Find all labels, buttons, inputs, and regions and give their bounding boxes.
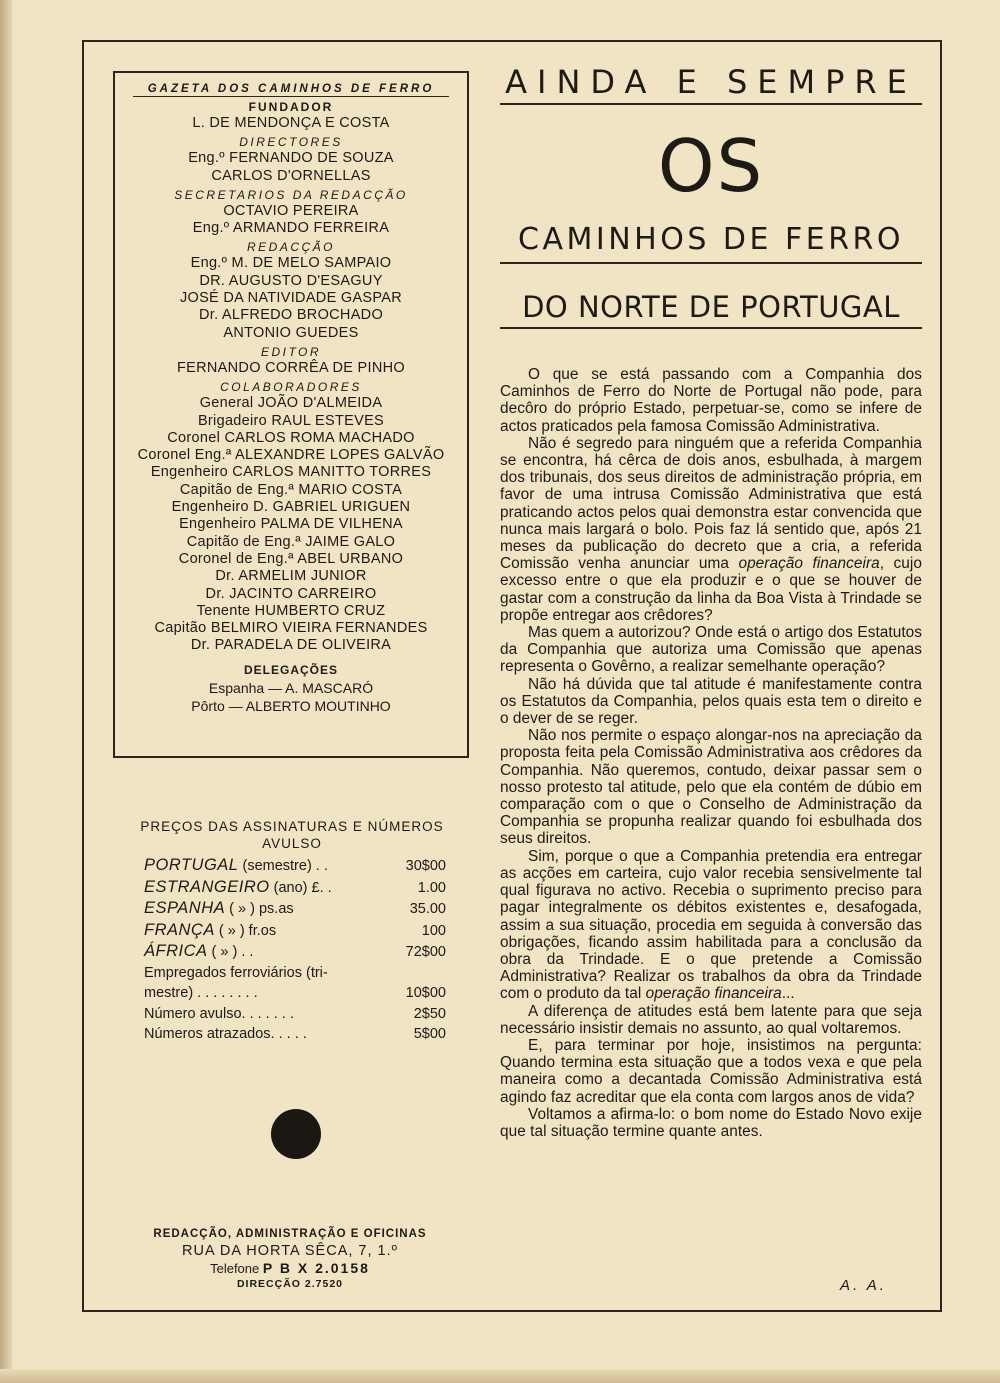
price-period: ( » ) ps.as — [225, 901, 294, 917]
price-label: ESPANHA — [144, 899, 226, 917]
price-value: 100 — [421, 922, 446, 939]
staff-name: Coronel de Eng.ª ABEL URBANO — [178, 550, 404, 567]
staff-name: Engenheiro CARLOS MANITTO TORRES — [150, 464, 432, 481]
phone-line — [120, 1260, 460, 1277]
headline-line-3: CAMINHOS DE FERRO — [518, 222, 904, 257]
headline-line-2: OS — [657, 124, 765, 208]
price-value: 5$00 — [413, 1026, 446, 1042]
price-row — [118, 963, 466, 984]
staff-name: FERNANDO CORRÊA DE PINHO — [177, 359, 405, 376]
price-period: ( » ) fr.os — [214, 922, 277, 939]
phone-number: P B X 2.0158 — [262, 1260, 370, 1276]
divider — [500, 327, 922, 329]
price-value: 10$00 — [405, 985, 446, 1001]
divider — [500, 103, 922, 105]
staff-name: ANTONIO GUEDES — [223, 324, 359, 341]
article-paragraph: O que se está passando com a Companhia dos Caminhos de Ferro do Norte de Portugal não pode, para decôro do próprio Estado, perpetuar-se, como se infere de actos praticados pela famosa Comissão Administrativa. — [500, 366, 922, 435]
price-label-group — [144, 920, 276, 942]
price-label-group — [144, 877, 332, 899]
staff-section-title: DIRECTORES — [239, 135, 343, 150]
article-body — [500, 366, 922, 1140]
article-paragraph: E, para terminar por hoje, insistimos na pergunta: Quando termina esta situação que a todos vexa e que pela maneira como a decantada Comissão Administrativa está agindo faz acreditar que ela conta com largos anos de vida? — [500, 1036, 922, 1106]
staff-name: L. DE MENDONÇA E COSTA — [192, 115, 390, 131]
staff-name: Brigadeiro RAUL ESTEVES — [197, 412, 385, 429]
staff-name: Capitão de Eng.ª JAIME GALO — [186, 533, 396, 550]
delegation-line: Pôrto — ALBERTO MOUTINHO — [191, 697, 391, 714]
price-value: 30$00 — [405, 858, 446, 874]
staff-section-title: FUNDADOR — [248, 100, 334, 114]
price-label-group — [144, 855, 328, 877]
price-row — [118, 898, 466, 920]
staff-name: Dr. PARADELA DE OLIVEIRA — [190, 637, 392, 654]
staff-name: OCTAVIO PEREIRA — [223, 202, 359, 219]
price-period: (ano) £. . — [269, 879, 332, 896]
price-row — [118, 983, 466, 1004]
address-line-4: DIRECÇÃO 2.7520 — [236, 1278, 344, 1290]
staff-name: DR. AUGUSTO D'ESAGUY — [199, 272, 383, 289]
staff-name: Dr. ALFREDO BROCHADO — [198, 307, 384, 324]
divider — [500, 262, 922, 264]
staff-name: Coronel Eng.ª ALEXANDRE LOPES GALVÃO — [137, 447, 445, 464]
price-period: (semestre) . . — [238, 858, 328, 874]
staff-name: Capitão BELMIRO VIEIRA FERNANDES — [154, 620, 428, 637]
address-line-2: RUA DA HORTA SÊCA, 7, 1.º — [182, 1243, 398, 1259]
article-paragraph: Sim, porque o que a Companhia pretendia era entregar as acções em carteira, cujo valor recebia sensivelmente tal qual figurava no activo. Recebia o suprimento preciso para pagar integralmente os débitos existentes e, desafogada, assim a sua situação, procedia em seguida à conversão das obrigações, ficando assim habilitada para a conclusão da obra da Trindade. E o que pretende a Comissão Administrativa? Realizar os trabalhos da obra da Trindade com o produto da tal operação financeira... — [500, 847, 922, 1003]
price-value: 2$50 — [413, 1005, 446, 1022]
price-row — [118, 877, 466, 899]
staff-name: JOSÉ DA NATIVIDADE GASPAR — [179, 290, 403, 307]
gazette-title: GAZETA DOS CAMINHOS DE FERRO — [133, 83, 449, 97]
headline-line-1: AINDA E SEMPRE — [505, 63, 917, 101]
staff-name: Coronel CARLOS ROMA MACHADO — [167, 429, 415, 446]
seal-logo — [271, 1109, 321, 1159]
staff-name: General JOÃO D'ALMEIDA — [199, 395, 383, 412]
staff-name: CARLOS D'ORNELLAS — [211, 167, 371, 184]
price-label: FRANÇA — [144, 920, 215, 939]
staff-section-title: REDACÇÃO — [246, 240, 335, 255]
price-label: ÁFRICA — [144, 942, 208, 960]
price-row — [118, 920, 466, 942]
price-label-group — [144, 898, 294, 920]
price-value: 72$00 — [405, 944, 446, 960]
staff-sections — [115, 99, 467, 655]
address-line-1: REDACÇÃO, ADMINISTRAÇÃO E OFICINAS — [153, 1228, 427, 1240]
headline-line-4: DO NORTE DE PORTUGAL — [522, 290, 900, 324]
subscription-prices — [118, 818, 466, 1045]
article-paragraph: Mas quem a autorizou? Onde está o artigo dos Estatutos da Companhia que autoriza uma Comissão que apenas representa o Govêrno, a realizar semelhante operação? — [500, 624, 922, 676]
prices-title: PREÇOS DAS ASSINATURAS E NÚMEROS AVULSO — [140, 819, 444, 851]
article-paragraph: A diferença de atitudes está bem latente para que seja necessário insistir demais no assunto, ao qual voltaremos. — [500, 1002, 922, 1037]
price-row — [118, 1024, 466, 1045]
phone-label: Telefone — [210, 1261, 260, 1276]
staff-name: Eng.º ARMANDO FERREIRA — [192, 220, 390, 237]
price-value: 35.00 — [409, 901, 446, 917]
price-row — [118, 1004, 466, 1025]
price-label: Números atrazados. . . . . — [144, 1026, 307, 1042]
staff-name: Dr. JACINTO CARREIRO — [205, 585, 377, 602]
staff-name: Dr. ARMELIM JUNIOR — [215, 568, 367, 585]
staff-section-title: COLABORADORES — [220, 380, 362, 395]
article-paragraph: Voltamos a afirma-lo: o bom nome do Estado Novo exije que tal situação termine quante antes. — [500, 1105, 922, 1140]
price-row — [118, 941, 466, 963]
price-label-group — [144, 1024, 307, 1045]
price-label: Empregados ferroviários (tri- — [144, 964, 328, 981]
staff-masthead — [113, 71, 469, 758]
delegations-title: DELEGAÇÕES — [243, 662, 338, 677]
page-edge — [0, 0, 12, 1383]
staff-name: Tenente HUMBERTO CRUZ — [196, 602, 386, 619]
price-label: ESTRANGEIRO — [144, 877, 270, 896]
staff-name: Eng.º FERNANDO DE SOUZA — [188, 150, 394, 167]
price-label-group — [144, 1004, 294, 1025]
article-paragraph: Não há dúvida que tal atitude é manifestamente contra os Estatutos da Companhia, pelos quais esta tem o direito e o dever de se reger. — [500, 675, 922, 728]
price-rows — [118, 855, 466, 1045]
address-block — [120, 1226, 460, 1292]
price-period: ( » ) . . — [207, 944, 254, 960]
price-label: mestre) . . . . . . . . — [144, 985, 258, 1001]
article-signature: A. A. — [840, 1277, 887, 1294]
price-label-group — [144, 963, 328, 984]
staff-name: Eng.º M. DE MELO SAMPAIO — [190, 255, 392, 272]
article-paragraph: Não nos permite o espaço alongar-nos na apreciação da proposta feita pela Comissão Administrativa aos crêdores da Companhia. Não queremos, contudo, deixar passar sem o nosso protesto tal atitude, pelo que ela contém de dúbio em comparação com o que o Conselho de Administração da Companhia se propunha realizar quando foi esbulhada dos seus direitos. — [500, 727, 922, 848]
price-label-group — [144, 983, 258, 1004]
price-label-group — [144, 941, 253, 963]
staff-name: Capitão de Eng.ª MARIO COSTA — [179, 481, 403, 498]
staff-name: Engenheiro PALMA DE VILHENA — [179, 516, 403, 533]
price-label: Número avulso. . . . . . . — [144, 1005, 294, 1022]
article-paragraph: Não é segredo para ninguém que a referida Companhia se encontra, há cêrca de dois anos, esbulhada, à margem dos tribunais, dos seus direitos de administração própria, em favor de uma intrusa Comissão Administrativa que está praticando actos pelos quai demonstra estar convencida que nunca mais largará o bolo. Pois faz lá sentido que, após 21 meses da publicação do decreto que a cria, a referida Comissão venha anunciar uma operação financeira, cujo excesso entre o que ela produzir e o que se houver de gastar com a construção da linha da Boa Vista à Trindade se propõe entregar aos crêdores? — [500, 434, 922, 624]
staff-name: Engenheiro D. GABRIEL URIGUEN — [171, 499, 411, 516]
price-label: PORTUGAL — [144, 856, 239, 874]
delegation-line: Espanha — A. MASCARÓ — [208, 679, 374, 696]
staff-section-title: EDITOR — [260, 344, 322, 359]
price-value: 1.00 — [417, 879, 446, 896]
staff-section-title: SECRETARIOS DA REDACÇÃO — [174, 187, 408, 202]
page-edge-bottom — [0, 1369, 1000, 1383]
price-row — [118, 855, 466, 877]
